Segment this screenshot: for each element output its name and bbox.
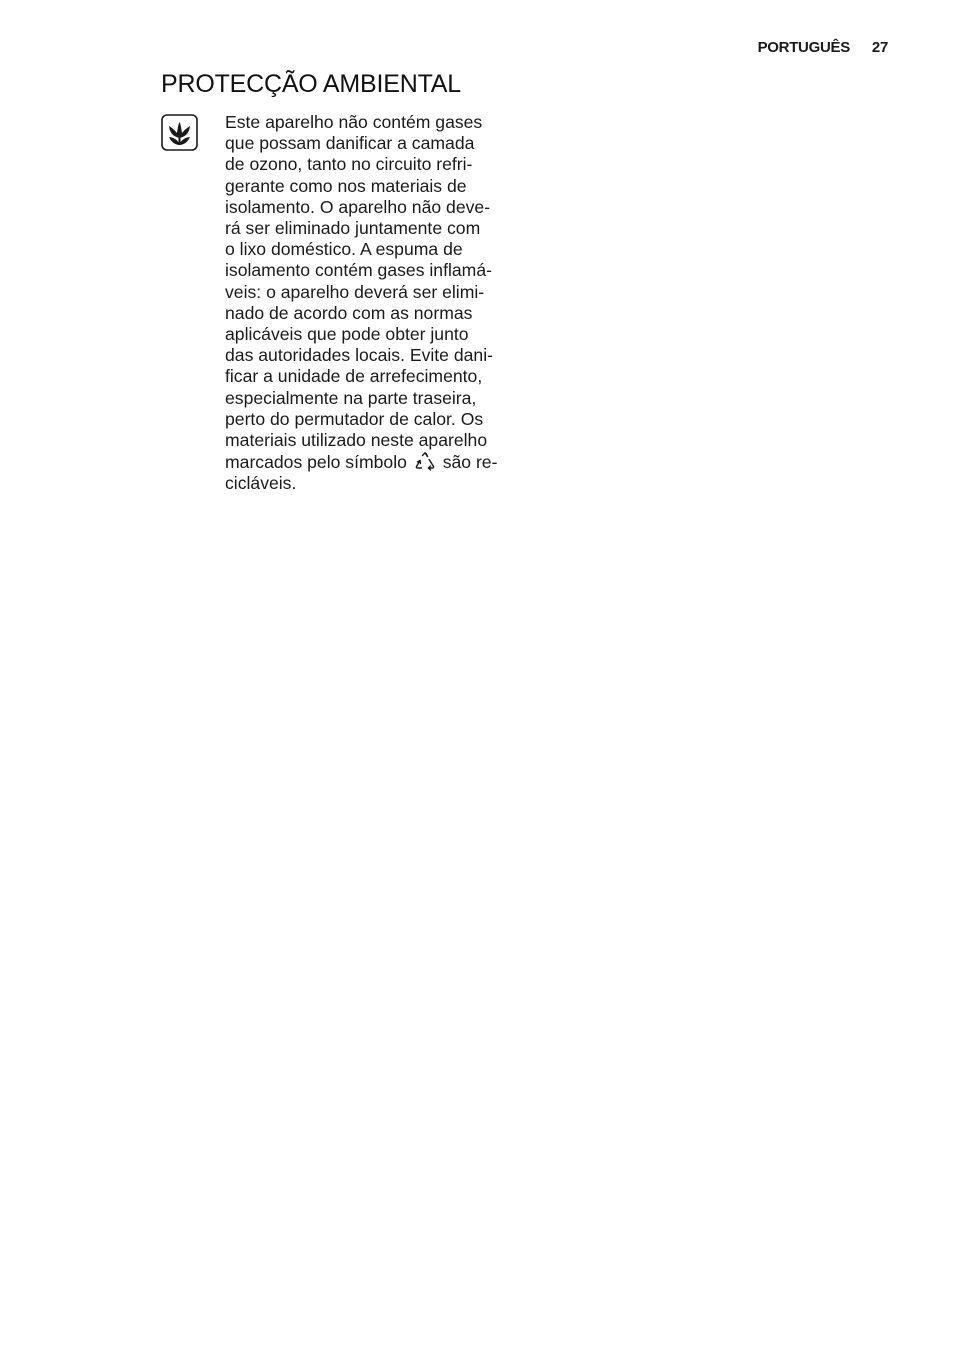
text-after-symbol: são re- [442,452,498,473]
header-language: PORTUGUÊS [757,39,850,56]
running-header [730,39,888,56]
section-title: PROTECÇÃO AMBIENTAL [161,70,461,98]
text-line: isolamento contém gases inflamá- [225,260,492,281]
text-line: gerante como nos materiais de [225,175,467,196]
text-line: Este aparelho não contém gases [225,112,483,132]
text-before-symbol: marcados pelo símbolo [225,452,407,473]
text-line: rá ser eliminado juntamente com [225,218,481,239]
text-line: de ozono, tanto no circuito refri- [225,154,473,175]
text-line-with-symbol [225,451,521,473]
text-line: cicláveis. [225,473,297,494]
text-line: especialmente na parte traseira, [225,387,477,408]
environment-paragraph [225,112,521,495]
text-line: aplicáveis que pode obter junto [225,324,469,345]
text-line: ficar a unidade de arrefecimento, [225,366,483,387]
text-line: perto do permutador de calor. Os [225,408,484,429]
recycle-triangle-icon [414,451,436,473]
text-line: veis: o aparelho deverá ser elimi- [225,281,485,302]
text-line: das autoridades locais. Evite dani- [225,345,493,366]
text-line: isolamento. O aparelho não deve- [225,196,491,217]
environment-flower-icon [161,114,198,151]
text-line: materiais utilizado neste aparelho [225,430,488,451]
text-line: o lixo doméstico. A espuma de [225,239,463,260]
text-line: nado de acordo com as normas [225,302,473,323]
text-line: que possam danificar a camada [225,133,475,154]
page-number: 27 [871,39,888,56]
